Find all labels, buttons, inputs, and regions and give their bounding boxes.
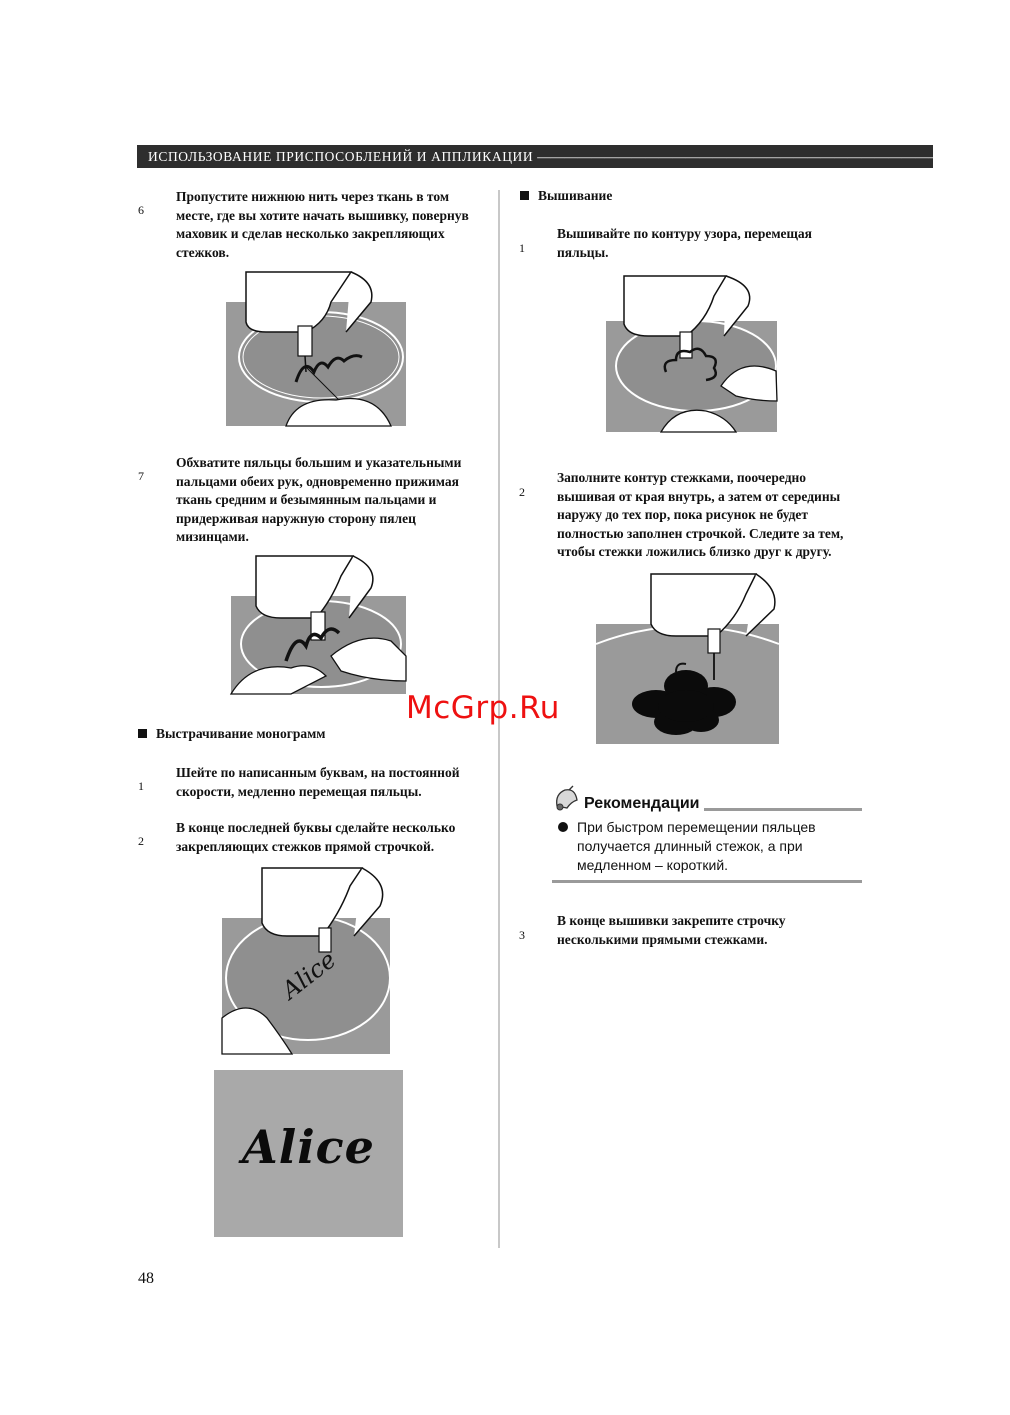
figure-hold-hoop	[231, 556, 406, 694]
step-text-m1: Шейте по написанным буквам, на постоянной скорости, медленно перемещая пяльцы.	[176, 765, 460, 799]
tips-bottom-rule	[552, 880, 862, 883]
step-text-e2: Заполните контур стежками, поочередно вышивая от края внутрь, а затем от середины наружу до тех пор, пока рисунок не будет полностью заполнен строчкой. Следите за тем, чтобы стежки ложились близко друг к другу.	[557, 470, 844, 559]
step-number-m2: 2	[138, 834, 144, 848]
step-number-e1: 1	[519, 241, 525, 255]
step-number-e3: 3	[519, 928, 525, 942]
square-bullet-icon	[520, 191, 529, 200]
stitched-word: Alice	[276, 945, 342, 1005]
step-text-m2: В конце последней буквы сделайте несколько закрепляющих стежков прямой строчкой.	[176, 820, 456, 854]
figure-sew-monogram	[222, 868, 390, 1054]
header-dashes: ———————————————————————————————————	[537, 149, 1010, 164]
step-text-e1: Вышивайте по контуру узора, перемещая пяльцы.	[557, 226, 812, 260]
figure-pull-bobbin-thread	[226, 272, 406, 426]
heading-text: Выстрачивание монограмм	[156, 726, 326, 741]
step-number-7: 7	[138, 469, 144, 483]
step-text-e3: В конце вышивки закрепите строчку несколькими прямыми стежками.	[557, 913, 786, 947]
tips-title: Рекомендации	[584, 795, 700, 812]
tips-title-rule	[704, 808, 862, 811]
watermark: McGrp.Ru	[406, 690, 560, 726]
square-bullet-icon	[138, 729, 147, 738]
step-text-6: Пропустите нижнюю нить через ткань в том месте, где вы хотите начать вышивку, повернув маховик и сделав несколько закрепляющих стежков.	[176, 189, 469, 260]
figure-outline-stitching	[606, 276, 777, 432]
figure-fill-stitching	[596, 574, 779, 744]
bell-hint-icon	[551, 786, 581, 812]
bullet-dot-icon	[558, 822, 568, 832]
tips-bullet-text: При быстром перемещении пяльцев получается длинный стежок, а при медленном – короткий.	[577, 819, 816, 873]
sample-word: Alice	[242, 1120, 375, 1174]
figure-alice-sample	[214, 1070, 403, 1237]
section-title: ИСПОЛЬЗОВАНИЕ ПРИСПОСОБЛЕНИЙ И АППЛИКАЦИИ	[148, 149, 534, 164]
page-number: 48	[138, 1270, 154, 1287]
step-number-e2: 2	[519, 485, 525, 499]
section-heading-embroidery	[520, 188, 612, 204]
section-heading-monogram	[138, 726, 325, 742]
section-header-bar	[137, 145, 1010, 168]
step-number-6: 6	[138, 203, 144, 217]
step-text-7: Обхватите пяльцы большим и указательными пальцами обеих рук, одновременно прижимая ткань средним и безымянным пальцами и придерживая наружную сторону пялец мизинцами.	[176, 455, 462, 544]
step-number-m1: 1	[138, 779, 144, 793]
heading-text: Вышивание	[538, 188, 613, 203]
